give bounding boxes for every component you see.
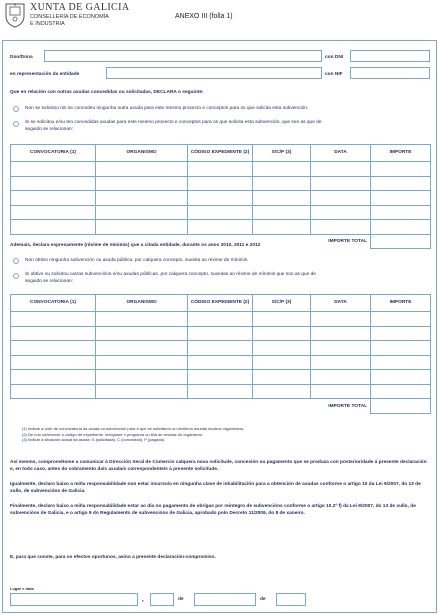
col-organismo: ORGANISMO	[96, 145, 188, 162]
col-codigo-expediente: CÓDIGO EXPEDIENTE (2)	[188, 295, 253, 312]
section2-option1-label: Non obtivo ningunha subvención ou axuda pública, por calquera concepto, suxeita ao réxime de mínimis.	[25, 258, 249, 263]
table-row[interactable]	[11, 220, 431, 235]
section2-option2-label	[25, 272, 316, 285]
col-importe: IMPORTE	[371, 295, 431, 312]
col-convocatoria: CONVOCATORIA (1)	[11, 145, 96, 162]
section2-table	[10, 294, 431, 414]
org-department	[30, 14, 109, 28]
day-field[interactable]	[150, 593, 174, 606]
comma-separator: ,	[142, 597, 144, 603]
section2-option2-line2: seguido se relacionan:	[25, 278, 74, 284]
paragraph-commitment: Así mesmo, comprométome a comunicar á Dirección Xeral de Comercio calquera nova solicitude, concesión ou pagamento que se produza con posterioridade á presente declaración e, en todo caso, antes do cobramento da/s axuda/s correspondente/s á presente solicitude.	[10, 460, 427, 472]
xunta-logo-icon	[4, 2, 26, 28]
nif-field[interactable]	[350, 67, 430, 79]
annex-title: ANEXO III (folla 1)	[175, 13, 233, 20]
nif-label: con NIF	[325, 72, 343, 77]
section1-intro: Que en relación con outras axudas concedidas ou solicitadas, DECLARA o seguinte:	[10, 90, 204, 95]
section2-option2-radio[interactable]	[13, 273, 19, 279]
section1-option2-line2: seguido se relacionan:	[25, 126, 74, 132]
section2-total-label: IMPORTE TOTAL	[328, 403, 367, 409]
section1-option2-label	[25, 120, 322, 133]
table-row[interactable]	[11, 205, 431, 220]
section2-intro: Ademais, declara expresamente (réxime de mínimis) que a citada entidade, durante os anos 2010, 2011 e 2012	[10, 243, 261, 248]
dni-field[interactable]	[350, 50, 430, 62]
paragraph-obligations: Finalmente, declaro baixo a miña responsabilidade estar ao día no pagamento de obrigas por reintegro de subvencións conforme o artigo 10.2º f) da Lei 9/2007, do 13 de xullo, de subvencións de Galicia, e o artigo 9 do Regulamento de subvencións de Galicia, aprobado polo Decreto 11/2009, do 8 de xaneiro.	[10, 504, 416, 516]
page-header	[0, 0, 439, 40]
footnote-1: (1) Indicar a orde de convocatoria da axuda ou subvención para a que se solicitaron ou recibiron axudas doutros organismos.	[22, 426, 245, 431]
place-field[interactable]	[10, 593, 138, 606]
section2-table-header	[11, 295, 431, 312]
de-label-1: de	[178, 597, 184, 602]
table-row[interactable]	[11, 162, 431, 177]
section1-total-label: IMPORTE TOTAL	[328, 239, 367, 244]
col-data: DATA	[311, 295, 371, 312]
dni-label: con DNI	[325, 55, 344, 60]
place-date-label: Lugar e data	[10, 586, 34, 591]
col-convocatoria: CONVOCATORIA (1)	[11, 295, 96, 312]
section2-total-field[interactable]	[371, 399, 431, 414]
table-row[interactable]	[11, 370, 431, 385]
section1-option2-radio[interactable]	[13, 121, 19, 127]
section2-option1-radio[interactable]	[13, 258, 19, 264]
section1-option1-radio[interactable]	[13, 106, 19, 112]
footnote-3: (3) Indicar a situación actual da axuda: S (solicitada), C (concedida), P (pagada).	[22, 437, 166, 443]
paragraph-closing: E, para que conste, para os efectos oportunos, asino a presente declaración-compromiso.	[10, 555, 216, 560]
col-organismo: ORGANISMO	[96, 295, 188, 312]
footnotes	[22, 426, 244, 443]
month-field[interactable]	[194, 593, 256, 606]
don-label: Don/Dona	[10, 55, 33, 60]
section2-option2-line1: Si obtivo ou solicitou outras subvencións e/ou axudas públicas, por calquera concepto, suxeitas ao réxime de mínimis que son as que de	[25, 272, 316, 277]
col-scp: S/C/P (3)	[253, 145, 311, 162]
total-row	[11, 399, 431, 414]
rep-label: en representación da entidade	[10, 72, 80, 77]
table-row[interactable]	[11, 355, 431, 370]
col-scp: S/C/P (3)	[253, 295, 311, 312]
table-row[interactable]	[11, 176, 431, 191]
section1-option1-label: Non se solicitou nin se concedeu ningunha outra axuda para este mesmo proxecto e conceptos para os que solicita esta subvención.	[25, 106, 309, 111]
section1-total-field[interactable]	[371, 234, 431, 249]
section1-table-header	[11, 145, 431, 162]
col-importe: IMPORTE	[371, 145, 431, 162]
col-codigo-expediente: CÓDIGO EXPEDIENTE (2)	[188, 145, 253, 162]
year-field[interactable]	[276, 593, 306, 606]
org-dept-line2: E INDUSTRIA	[30, 21, 65, 27]
table-row[interactable]	[11, 191, 431, 206]
name-field[interactable]	[44, 50, 322, 62]
table-row[interactable]	[11, 384, 431, 399]
section1-option2-line1: Si se solicitou e/ou ten concedidas axudas para este mesmo proxecto e conceptos para os que solicita esta subvención, que son as que de	[25, 120, 322, 125]
col-data: DATA	[311, 145, 371, 162]
entity-field[interactable]	[106, 67, 322, 79]
de-label-2: de	[260, 597, 266, 602]
section1-table	[10, 144, 431, 249]
table-row[interactable]	[11, 326, 431, 341]
org-dept-line1: CONSELLERÍA DE ECONOMÍA	[30, 14, 109, 20]
table-row[interactable]	[11, 341, 431, 356]
org-name: XUNTA DE GALICIA	[30, 2, 130, 13]
paragraph-inhabilitation: Igualmente, declaro baixo a miña responsabilidade non estar incurso/a en ningunha clase de inhabilitación para a obtención de axudas conforme o artigo 10 da Lei 9/2007, do 13 de xullo, de subvencións de Galicia.	[10, 482, 421, 494]
footnote-2: (2) De non coñecerse o código de expediente, indíquese o programa ou liña de axudas do organismo.	[22, 431, 204, 437]
table-row[interactable]	[11, 312, 431, 327]
